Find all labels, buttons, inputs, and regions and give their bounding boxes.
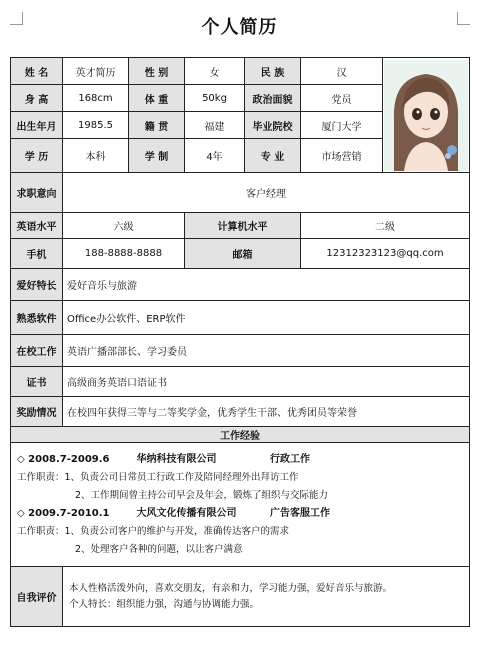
intent-value: 客户经理	[63, 173, 470, 213]
major-value: 市场营销	[301, 139, 383, 173]
experience-content	[11, 443, 470, 567]
major-label: 专 业	[245, 139, 301, 173]
gender-label: 性 别	[129, 58, 185, 85]
cert-value: 高级商务英语口语证书	[63, 367, 470, 397]
hobby-value: 爱好音乐与旅游	[63, 269, 470, 301]
birth-value: 1985.5	[63, 112, 129, 139]
hobby-label: 爱好特长	[11, 269, 63, 301]
birth-label: 出生年月	[11, 112, 63, 139]
job-1-header	[17, 451, 463, 469]
experience-section-title: 工作经验	[11, 427, 470, 443]
job-1-duty-1	[17, 469, 463, 487]
computer-label: 计算机水平	[185, 213, 301, 239]
weight-value: 50kg	[185, 85, 245, 112]
length-value: 4年	[185, 139, 245, 173]
self-eval-line-2: 个人特长：组织能力强，沟通与协调能力强。	[69, 598, 260, 610]
campus-label: 在校工作	[11, 335, 63, 367]
intent-label: 求职意向	[11, 173, 63, 213]
height-label: 身 高	[11, 85, 63, 112]
school-value: 厦门大学	[301, 112, 383, 139]
awards-label: 奖励情况	[11, 397, 63, 427]
campus-value: 英语广播部部长、学习委员	[63, 335, 470, 367]
job-2-position: 广告客服工作	[269, 507, 330, 519]
email-label: 邮箱	[185, 239, 301, 269]
job-2-duty-label: 工作职责：	[17, 525, 65, 537]
job-2-duty-1-text: 1、负责公司客户的维护与开发，准确传达客户的需求	[64, 525, 290, 537]
phone-label: 手机	[11, 239, 63, 269]
job-1-duty-1-text: 1、负责公司日常员工行政工作及陪同经理外出拜访工作	[64, 471, 299, 483]
phone-value: 188-8888-8888	[63, 239, 185, 269]
origin-label: 籍 贯	[129, 112, 185, 139]
photo-cell	[383, 58, 470, 173]
resume-title: 个人简历	[201, 17, 278, 38]
job-2-duty-2: 2、处理客户各种的问题，以让客户满意	[75, 543, 243, 555]
software-value: Office办公软件、ERP软件	[63, 301, 470, 335]
job-2-company: 大风文化传播有限公司	[136, 507, 237, 519]
job-2-header	[17, 505, 463, 523]
software-label: 熟悉软件	[11, 301, 63, 335]
email-value: 12312323123@qq.com	[301, 239, 470, 269]
school-label: 毕业院校	[245, 112, 301, 139]
job-1-duty-label: 工作职责：	[17, 471, 65, 483]
origin-value: 福建	[185, 112, 245, 139]
politics-value: 党员	[301, 85, 383, 112]
length-label: 学 制	[129, 139, 185, 173]
job-2-period: ◇ 2009.7-2010.1	[17, 507, 110, 519]
name-value: 英才简历	[63, 58, 129, 85]
name-label: 姓 名	[11, 58, 63, 85]
job-1-period: ◇ 2008.7-2009.6	[17, 453, 110, 465]
profile-photo	[384, 60, 468, 171]
resume-table	[10, 57, 470, 627]
politics-label: 政治面貌	[245, 85, 301, 112]
computer-value: 二级	[301, 213, 470, 239]
awards-value: 在校四年获得三等与二等奖学金，优秀学生干部、优秀团员等荣誉	[63, 397, 470, 427]
edu-value: 本科	[63, 139, 129, 173]
cert-label: 证书	[11, 367, 63, 397]
job-2-duty-1	[17, 523, 463, 541]
weight-label: 体 重	[129, 85, 185, 112]
self-eval-label: 自我评价	[11, 567, 63, 627]
job-1-duty-2: 2、工作期间曾主持公司早会及年会，锻炼了组织与交际能力	[75, 489, 329, 501]
english-value: 六级	[63, 213, 185, 239]
self-eval-content	[63, 567, 470, 627]
ethnic-label: 民 族	[245, 58, 301, 85]
self-eval-line-1: 本人性格活泼外向，喜欢交朋友，有亲和力，学习能力强，爱好音乐与旅游。	[69, 582, 393, 594]
edu-label: 学 历	[11, 139, 63, 173]
job-1-company: 华纳科技有限公司	[136, 453, 217, 465]
height-value: 168cm	[63, 85, 129, 112]
english-label: 英语水平	[11, 213, 63, 239]
job-1-position: 行政工作	[269, 453, 310, 465]
gender-value: 女	[185, 58, 245, 85]
ethnic-value: 汉	[301, 58, 383, 85]
